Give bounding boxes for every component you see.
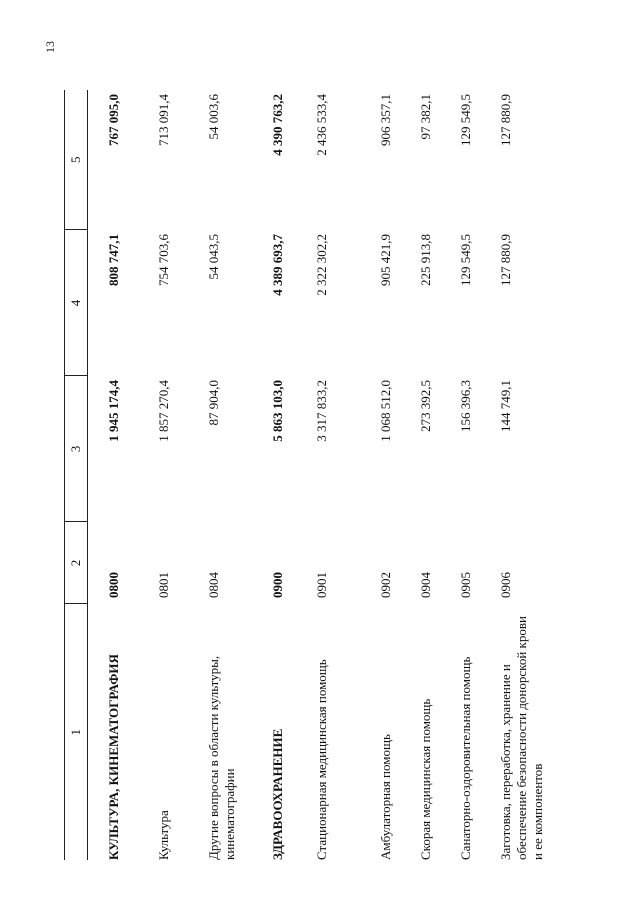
table-row	[298, 90, 362, 860]
column-header-1: 1	[65, 604, 88, 860]
header-row	[65, 90, 88, 860]
page-number: 13	[43, 41, 57, 53]
row-value-col4: 54 043,5	[206, 234, 221, 280]
row-value-col3: 156 396,3	[458, 380, 473, 432]
row-value-col3: 144 749,1	[498, 380, 513, 432]
row-value-col5: 4 390 763,2	[270, 94, 285, 156]
table-row	[402, 90, 442, 860]
row-value-col4: 754 703,6	[156, 234, 171, 286]
budget-table	[64, 90, 562, 860]
row-value-col3: 1 945 174,4	[106, 380, 121, 442]
row-value-col4: 225 913,8	[418, 234, 433, 286]
table-row	[254, 90, 298, 860]
column-header-4: 4	[65, 230, 88, 376]
row-value-col3: 87 904,0	[206, 380, 221, 426]
column-header-3: 3	[65, 376, 88, 522]
row-value-col3: 1 068 512,0	[378, 380, 393, 442]
row-code: 0900	[270, 572, 285, 598]
row-name: Скорая медицинская помощь	[418, 698, 433, 860]
table-row	[190, 90, 254, 860]
row-value-col4: 127 880,9	[498, 234, 513, 286]
row-name: ЗДРАВООХРАНЕНИЕ	[270, 728, 285, 860]
row-name: Заготовка, переработка, хранение и обеспечение безопасности донорской крови и ее компонентов	[498, 616, 545, 860]
row-value-col4: 129 549,5	[458, 234, 473, 286]
row-value-col5: 906 357,1	[378, 94, 393, 146]
budget-table-container	[64, 90, 590, 860]
table-row	[482, 90, 562, 860]
row-code: 0801	[156, 572, 171, 598]
row-value-col5: 767 095,0	[106, 94, 121, 146]
row-value-col3: 1 857 270,4	[156, 380, 171, 442]
row-value-col4: 808 747,1	[106, 234, 121, 286]
row-value-col4: 905 421,9	[378, 234, 393, 286]
row-code: 0904	[418, 572, 433, 598]
row-value-col5: 97 382,1	[418, 94, 433, 140]
row-value-col3: 273 392,5	[418, 380, 433, 432]
row-value-col3: 3 317 833,2	[314, 380, 329, 442]
table-row	[362, 90, 402, 860]
row-code: 0901	[314, 572, 329, 598]
row-value-col5: 2 436 533,4	[314, 94, 329, 156]
row-code: 0906	[498, 572, 513, 598]
row-value-col5: 127 880,9	[498, 94, 513, 146]
row-name: КУЛЬТУРА, КИНЕМАТОГРАФИЯ	[106, 654, 121, 860]
row-value-col5: 129 549,5	[458, 94, 473, 146]
table-row	[442, 90, 482, 860]
row-value-col3: 5 863 103,0	[270, 380, 285, 442]
row-value-col4: 2 322 302,2	[314, 234, 329, 296]
row-name: Санаторно-оздоровительная помощь	[458, 656, 473, 860]
column-header-5: 5	[65, 90, 88, 230]
row-name: Стационарная медицинская помощь	[314, 659, 329, 860]
row-name: Другие вопросы в области культуры, кинематографии	[206, 655, 237, 860]
row-value-col5: 713 091,4	[156, 94, 171, 146]
row-code: 0905	[458, 572, 473, 598]
table-row	[88, 90, 141, 860]
row-name: Культура	[156, 810, 171, 860]
row-code: 0804	[206, 572, 221, 598]
row-code: 0902	[378, 572, 393, 598]
row-code: 0800	[106, 572, 121, 598]
table-row	[140, 90, 190, 860]
row-name: Амбулаторная помощь	[378, 734, 393, 860]
row-value-col4: 4 389 693,7	[270, 234, 285, 296]
row-value-col5: 54 003,6	[206, 94, 221, 140]
column-header-2: 2	[65, 522, 88, 604]
